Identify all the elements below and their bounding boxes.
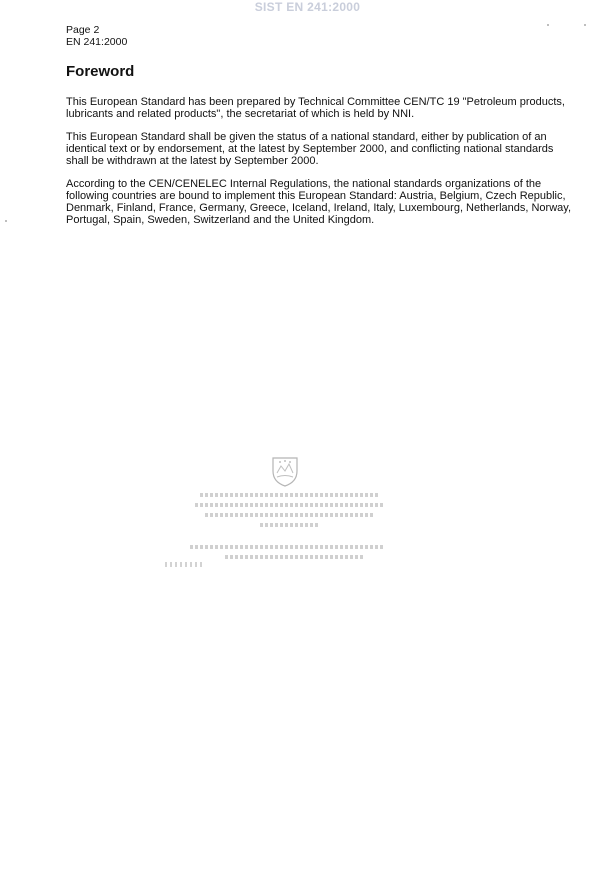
scan-speck <box>547 24 549 26</box>
paragraph-regulations: According to the CEN/CENELEC Internal Regulations, the national standards organizations of the following countries are bound to implement this European Standard: Austria, Belgium, Czech Republic, Denmark, Finland, France, Germany, Greece, Iceland, Ireland, Italy, Luxembourg, Netherlands, Norway, Portugal, Spain, Sweden, Switzerland and the United Kingdom. <box>66 178 572 226</box>
stamp-text-line <box>165 562 205 567</box>
stamp-signature-line <box>190 545 385 549</box>
stamp-text-line <box>200 493 380 497</box>
paragraph-committee: This European Standard has been prepared by Technical Committee CEN/TC 19 "Petroleum products, lubricants and related products", the secretariat of which is held by NNI. <box>66 96 565 120</box>
document-id: EN 241:2000 <box>66 36 128 48</box>
paragraph-status: This European Standard shall be given the status of a national standard, either by publication of an identical text or by endorsement, at the latest by September 2000, and conflicting national standards shall be withdrawn at the latest by September 2000. <box>66 131 554 167</box>
sist-watermark: SIST EN 241:2000 <box>254 0 361 14</box>
stamp-text-line <box>225 555 365 559</box>
official-stamp-crest-icon <box>270 455 300 487</box>
page-number: Page 2 <box>66 24 100 36</box>
scan-speck <box>5 220 7 222</box>
page-header <box>66 24 127 48</box>
stamp-text-line <box>260 523 320 527</box>
official-stamp <box>165 455 395 575</box>
stamp-text-line <box>205 513 375 517</box>
scan-speck <box>584 24 586 26</box>
stamp-text-line <box>195 503 385 507</box>
section-heading: Foreword <box>66 63 135 80</box>
foreword-body <box>66 96 576 237</box>
